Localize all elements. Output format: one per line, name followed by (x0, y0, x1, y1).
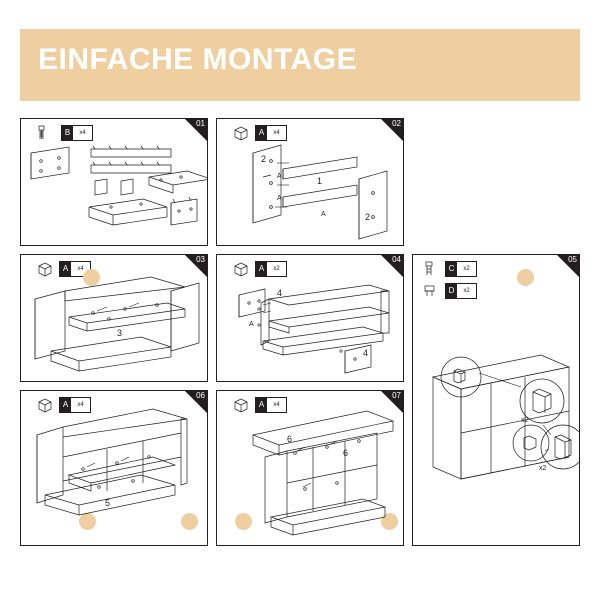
hardware-callout-d: D x2 (445, 283, 477, 299)
hw-ref-a-3: A (321, 211, 326, 218)
part-label-2b: 2 (365, 212, 371, 222)
page-title: EINFACHE MONTAGE (38, 43, 358, 76)
hardware-callout-a: A x4 (255, 397, 287, 413)
panel-step-2 (216, 118, 404, 246)
step-number-badge: 07 (381, 391, 403, 413)
panel-5-drawing (413, 255, 580, 546)
step-number-badge: 03 (185, 255, 207, 277)
hw-ref-a-2: A (277, 195, 282, 202)
panel-7-drawing (217, 391, 404, 546)
panel-step-1 (20, 118, 208, 246)
step-number-badge: 04 (381, 255, 403, 277)
hardware-callout-c: C x2 (445, 261, 477, 277)
panel-grid (20, 118, 580, 546)
panel-3-drawing (21, 255, 208, 382)
part-label-5: 5 (105, 498, 111, 508)
panel-2-drawing (217, 119, 404, 246)
part-label-3: 3 (117, 328, 123, 338)
panel-step-3 (20, 254, 208, 382)
hardware-callout-a: A x4 (59, 397, 91, 413)
hw-ref-a: A (249, 321, 254, 328)
panel-6-drawing (21, 391, 208, 546)
step-number-badge: 02 (381, 119, 403, 141)
hardware-callout-a: A x4 (255, 125, 287, 141)
panel-step-7 (216, 390, 404, 546)
part-label-4a: 4 (277, 288, 283, 298)
panel-4-drawing (217, 255, 404, 382)
panel-step-6 (20, 390, 208, 546)
detail-qty-2: x2 (539, 465, 547, 472)
hw-ref-a-1: A (277, 173, 282, 180)
step-number-badge: 06 (185, 391, 207, 413)
part-label-4b: 4 (363, 348, 369, 358)
part-label-6b: 6 (343, 448, 349, 458)
detail-qty-1: x2 (521, 417, 529, 424)
panel-1-drawing (21, 119, 208, 246)
hardware-callout-a: A x2 (255, 261, 287, 277)
hardware-callout-b: B x4 (61, 125, 93, 141)
panel-step-5 (412, 254, 580, 546)
step-number-badge: 05 (557, 255, 579, 277)
hardware-callout-a: A x4 (59, 261, 91, 277)
part-label-2: 2 (261, 154, 267, 164)
part-label-6a: 6 (287, 434, 293, 444)
panel-step-4 (216, 254, 404, 382)
part-label-1: 1 (317, 176, 323, 186)
title-banner (20, 29, 580, 101)
step-number-badge: 01 (185, 119, 207, 141)
